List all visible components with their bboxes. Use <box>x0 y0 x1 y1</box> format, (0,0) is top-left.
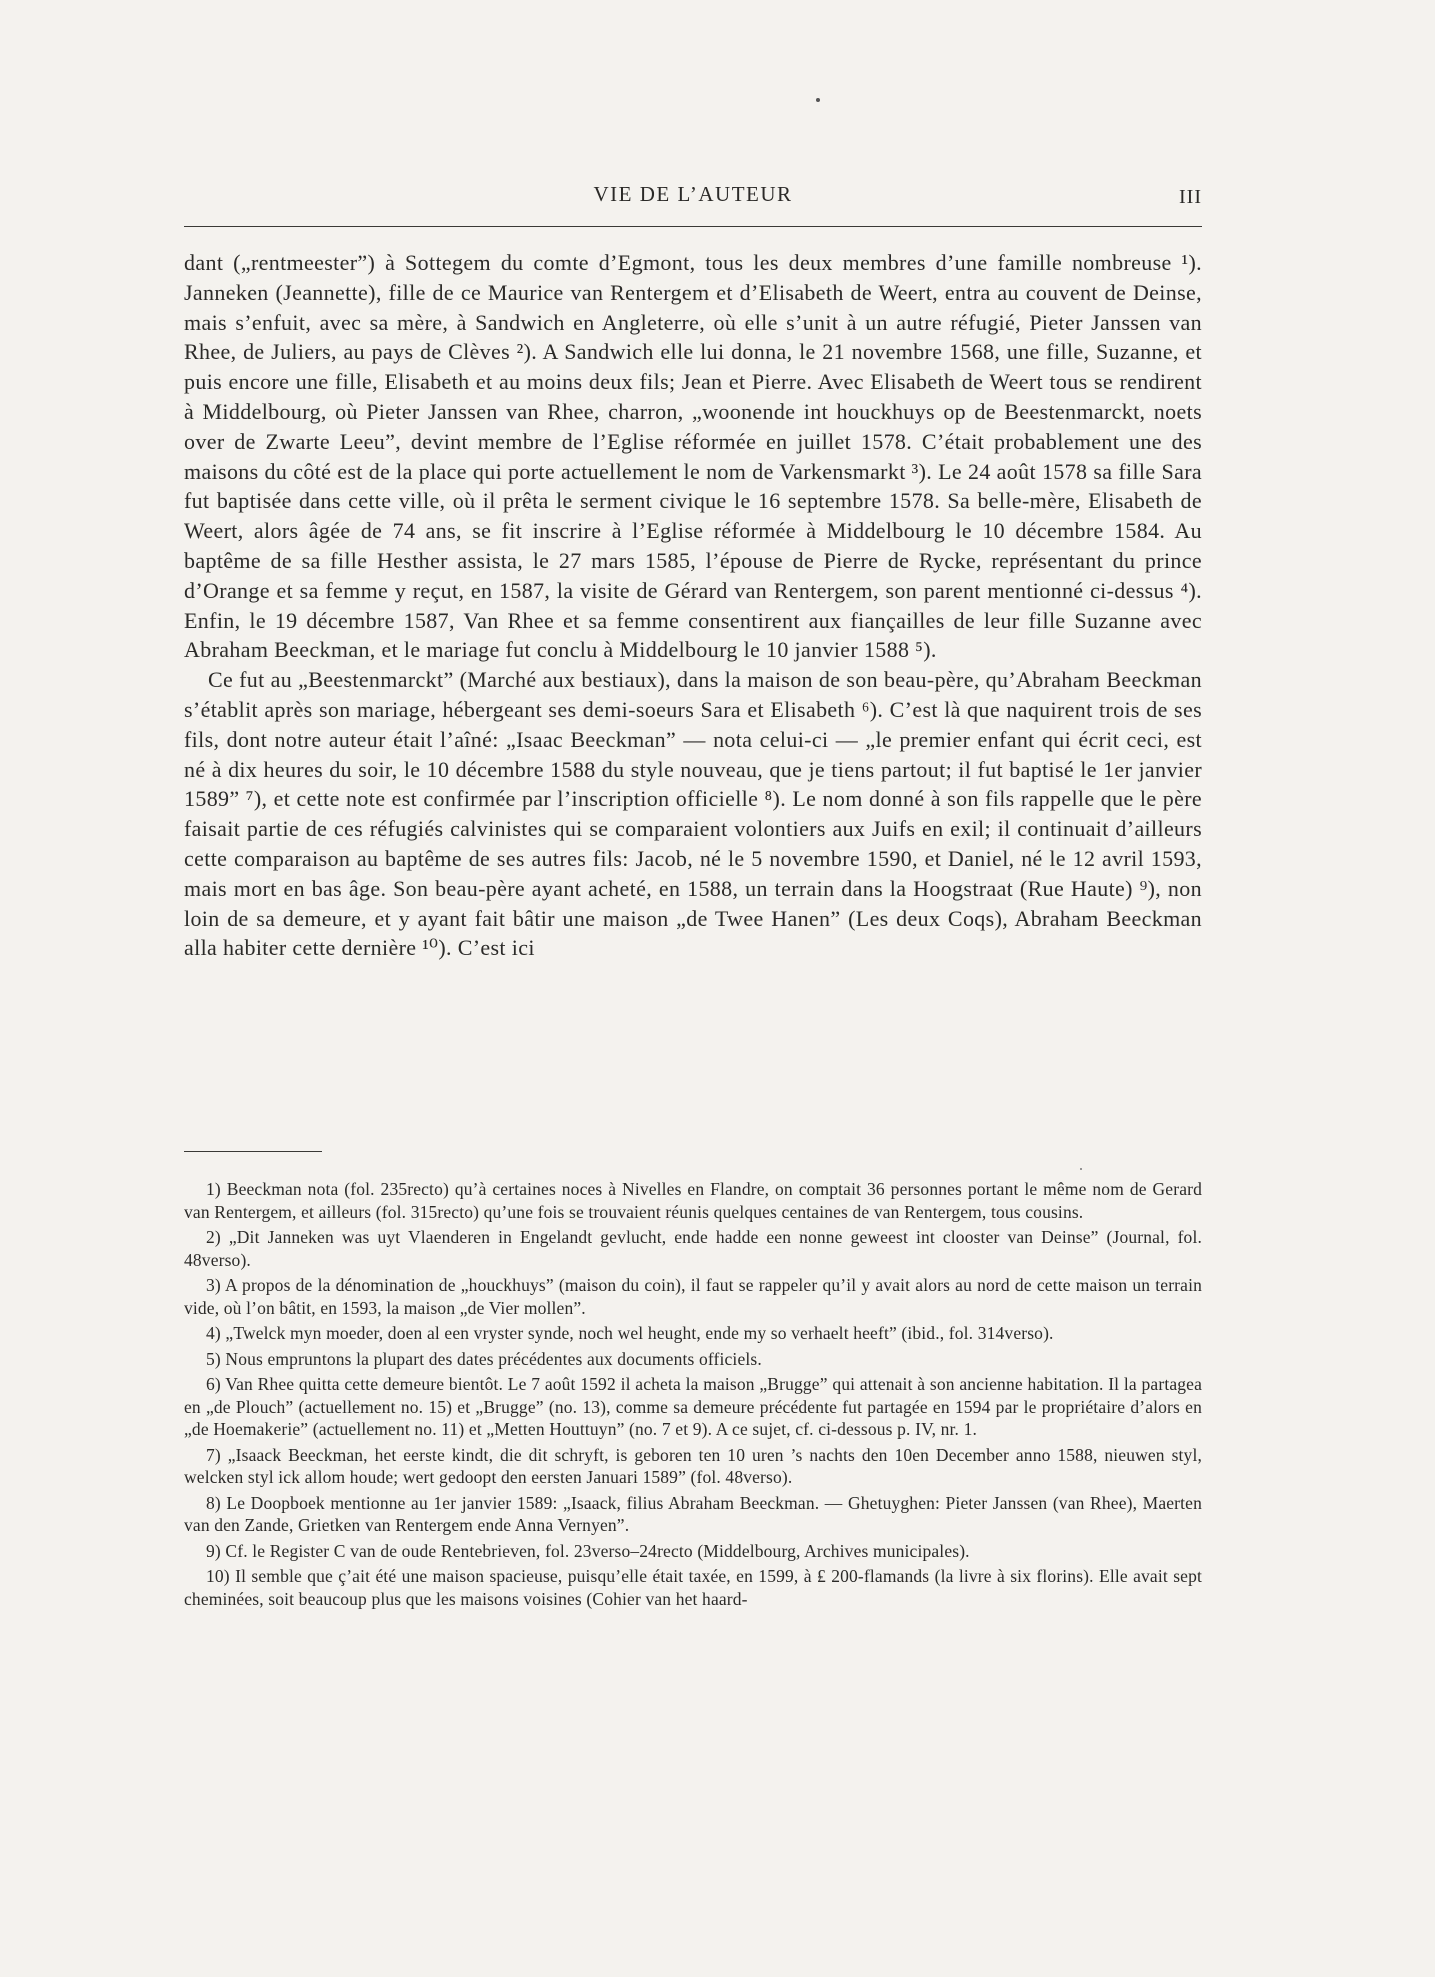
paragraph-2: Ce fut au „Beestenmarckt” (Marché aux bestiaux), dans la maison de son beau-père, qu’Abraham Beeckman s’établit après son mariage, hébergeant ses demi-soeurs Sara et Elisabeth ⁶). C’est là que naquirent trois de ses fils, dont notre auteur était l’aîné: „Isaac Beeckman” — nota celui-ci — „le premier enfant qui écrit ceci, est né à dix heures du soir, le 10 décembre 1588 du style nouveau, que je tiens partout; il fut baptisé le 1er janvier 1589” ⁷), et cette note est confirmée par l’inscription officielle ⁸). Le nom donné à son fils rappelle que le père faisait partie de ces réfugiés calvinistes qui se comparaient volontiers aux Juifs en exil; il continuait d’ailleurs cette comparaison au baptême de ses autres fils: Jacob, né le 5 novembre 1590, et Daniel, né le 12 avril 1593, mais mort en bas âge. Son beau-père ayant acheté, en 1588, un terrain dans la Hoogstraat (Rue Haute) ⁹), non loin de sa demeure, et y ayant fait bâtir une maison „de Twee Hanen” (Les deux Coqs), Abraham Beeckman alla habiter cette dernière ¹⁰). C’est ici <box>184 667 1202 961</box>
footnote-7: 7) „Isaack Beeckman, het eerste kindt, die dit schryft, is geboren ten 10 uren ’s nachts den 10en December anno 1588, nieuwen styl, welcken styl ick allom houde; wert gedoopt den eersten Januari 1589” (fol. 48verso). <box>184 1444 1202 1487</box>
paragraph-1: dant („rentmeester”) à Sottegem du comte d’Egmont, tous les deux membres d’une famille nombreuse ¹). Janneken (Jeannette), fille de ce Maurice van Rentergem et d’Elisabeth de Weert, entra au couvent de Deinse, mais s’enfuit, avec sa mère, à Sandwich en Angleterre, où elle s’unit à un autre réfugié, Pieter Janssen van Rhee, de Juliers, au pays de Clèves ²). A Sandwich elle lui donna, le 21 novembre 1568, une fille, Suzanne, et puis encore une fille, Elisabeth et au moins deux fils; Jean et Pierre. Avec Elisabeth de Weert tous se rendirent à Middelbourg, où Pieter Janssen van Rhee, charron, „woonende int houckhuys op de Beestenmarckt, noets over de Zwarte Leeu”, devint membre de l’Eglise réformée en juillet 1578. C’était probablement une des maisons du côté est de la place qui porte actuellement le nom de Varkensmarkt ³). Le 24 août 1578 sa fille Sara fut baptisée dans cette ville, où il prêta le serment civique le 16 septembre 1578. Sa belle-mère, Elisabeth de Weert, alors âgée de 74 ans, se fit inscrire à l’Eglise réformée à Middelbourg le 10 décembre 1584. Au baptême de sa fille Hesther assista, le 27 mars 1585, l’épouse de Pierre de Rycke, représentant du prince d’Orange et sa femme y reçut, en 1587, la visite de Gérard van Rentergem, son parent mentionné ci-dessus ⁴). Enfin, le 19 décembre 1587, Van Rhee et sa femme consentirent aux fiançailles de leur fille Suzanne avec Abraham Beeckman, et le mariage fut conclu à Middelbourg le 10 janvier 1588 ⁵). <box>184 250 1202 663</box>
footnote-1: 1) Beeckman nota (fol. 235recto) qu’à certaines noces à Nivelles en Flandre, on comptait 36 personnes portant le même nom de Gerard van Rentergem, et ailleurs (fol. 315recto) qu’une fois se trouvaient réunis quelques centaines de van Rentergem, tous cousins. <box>184 1179 1202 1222</box>
running-header <box>184 182 1202 222</box>
print-speck-2 <box>1080 1168 1082 1170</box>
footnote-9: 9) Cf. le Register C van de oude Rentebrieven, fol. 23verso–24recto (Middelbourg, Archives municipales). <box>206 1540 970 1561</box>
header-rule <box>184 226 1202 227</box>
footnote-8: 8) Le Doopboek mentionne au 1er janvier 1589: „Isaack, filius Abraham Beeckman. — Ghetuyghen: Pieter Janssen (van Rhee), Maerten van den Zande, Grietken van Rentergem ende Anna Vernyen”. <box>184 1492 1202 1535</box>
footnote-rule <box>184 1151 322 1152</box>
footnote-3: 3) A propos de la dénomination de „houckhuys” (maison du coin), il faut se rappeler qu’il y avait alors au nord de cette maison un terrain vide, où l’on bâtit, en 1593, la maison „de Vier mollen”. <box>184 1275 1202 1318</box>
header-title: VIE DE L’AUTEUR <box>593 182 793 206</box>
footnotes <box>184 1178 1202 1613</box>
print-speck <box>816 98 820 102</box>
page-number: III <box>1179 186 1202 208</box>
footnote-10: 10) Il semble que ç’ait été une maison spacieuse, puisqu’elle était taxée, en 1599, à ₤ 200-flamands (la livre à six florins). Elle avait sept cheminées, soit beaucoup plus que les maisons voisines (Cohier van het haard- <box>184 1566 1202 1609</box>
footnote-2: 2) „Dit Janneken was uyt Vlaenderen in Engelandt gevlucht, ende hadde een nonne geweest int clooster van Deinse” (Journal, fol. 48verso). <box>184 1227 1202 1270</box>
footnote-4: 4) „Twelck myn moeder, doen al een vryster synde, noch wel heught, ende my so verhaelt heeft” (ibid., fol. 314verso). <box>206 1323 1054 1343</box>
main-text <box>184 248 1202 963</box>
footnote-6: 6) Van Rhee quitta cette demeure bientôt. Le 7 août 1592 il acheta la maison „Brugge” qui attenait à son ancienne habitation. Il la partagea en „de Plouch” (actuellement no. 15) et „Brugge” (no. 13), comme sa demeure précédente fut partagée en 1594 par le propriétaire d’alors en „de Hoemakerie” (actuellement no. 11) et „Metten Houttuyn” (no. 7 et 9). A ce sujet, cf. ci-dessous p. IV, nr. 1. <box>184 1374 1202 1439</box>
footnote-5: 5) Nous empruntons la plupart des dates précédentes aux documents officiels. <box>206 1348 762 1369</box>
